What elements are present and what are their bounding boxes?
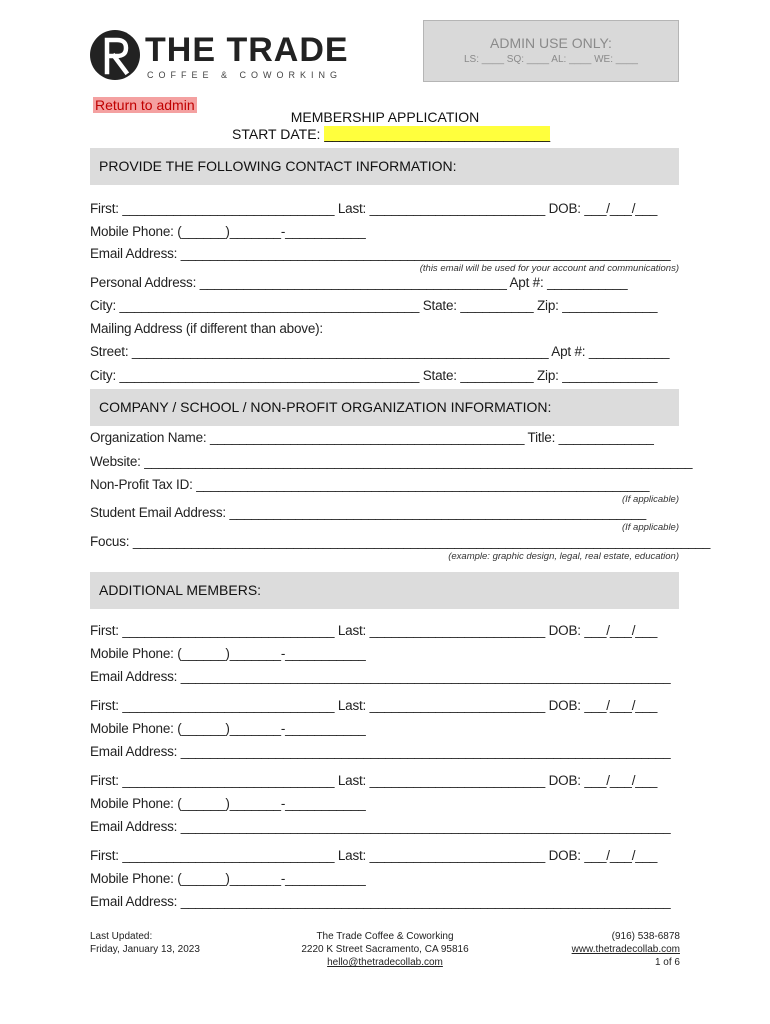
- tax-id-note: (If applicable): [621, 494, 679, 505]
- tax-id-row[interactable]: Non-Profit Tax ID: ______________________________________________________________: [90, 477, 650, 492]
- contact-address-row[interactable]: Personal Address: __________________________________________ Apt #: ___________: [90, 275, 628, 290]
- focus-row[interactable]: Focus: _______________________________________________________________________________: [90, 534, 711, 549]
- page-title: MEMBERSHIP APPLICATION: [290, 109, 480, 125]
- logo: [90, 30, 349, 82]
- contact-email-note: (this email will be used for your account and communications): [419, 263, 679, 274]
- member-1-name-row[interactable]: First: _____________________________ Last: ________________________ DOB: ___/___/___: [90, 623, 658, 638]
- member-2-mobile-row[interactable]: Mobile Phone: (______)_______-___________: [90, 721, 366, 736]
- start-date: [232, 126, 550, 142]
- admin-title: ADMIN USE ONLY:: [490, 35, 612, 51]
- organization-name-row[interactable]: Organization Name: ___________________________________________ Title: _____________: [90, 430, 654, 445]
- member-1-mobile-row[interactable]: Mobile Phone: (______)_______-___________: [90, 646, 366, 661]
- footer-website-link[interactable]: www.thetradecollab.com: [571, 944, 680, 955]
- section-members-header: ADDITIONAL MEMBERS:: [90, 572, 679, 609]
- member-3-name-row[interactable]: First: _____________________________ Last: ________________________ DOB: ___/___/___: [90, 773, 658, 788]
- member-3-mobile-row[interactable]: Mobile Phone: (______)_______-___________: [90, 796, 366, 811]
- footer-updated-date: Friday, January 13, 2023: [90, 944, 200, 955]
- member-1-email-row[interactable]: Email Address: ___________________________________________________________________: [90, 669, 671, 684]
- mailing-address-label: Mailing Address (if different than above):: [90, 321, 323, 336]
- start-date-label: START DATE:: [232, 126, 321, 142]
- return-to-admin-link[interactable]: Return to admin: [95, 97, 195, 113]
- member-3-email-row[interactable]: Email Address: ___________________________________________________________________: [90, 819, 671, 834]
- footer-address: 2220 K Street Sacramento, CA 95816: [301, 944, 469, 955]
- footer-updated-label: Last Updated:: [90, 931, 153, 942]
- focus-note: (example: graphic design, legal, real estate, education): [448, 551, 679, 562]
- website-row[interactable]: Website: ___________________________________________________________________________: [90, 454, 693, 469]
- logo-mark-icon: [90, 30, 140, 80]
- footer-company-name: The Trade Coffee & Coworking: [316, 931, 454, 942]
- member-4-name-row[interactable]: First: _____________________________ Last: ________________________ DOB: ___/___/___: [90, 848, 658, 863]
- member-4-email-row[interactable]: Email Address: ___________________________________________________________________: [90, 894, 671, 909]
- start-date-field[interactable]: _____________________________: [324, 126, 551, 142]
- member-2-name-row[interactable]: First: _____________________________ Last: ________________________ DOB: ___/___/___: [90, 698, 658, 713]
- admin-use-box: [423, 20, 679, 82]
- footer-email-link[interactable]: hello@thetradecollab.com: [327, 957, 443, 968]
- contact-email-row[interactable]: Email Address: ___________________________________________________________________: [90, 246, 671, 261]
- contact-mobile-row[interactable]: Mobile Phone: (______)_______-___________: [90, 224, 366, 239]
- logo-subtitle: COFFEE & COWORKING: [147, 70, 343, 80]
- footer-contact: [572, 930, 680, 969]
- admin-fields: LS: ____ SQ: ____ AL: ____ WE: ____: [463, 54, 638, 65]
- mailing-city-row[interactable]: City: _________________________________________ State: __________ Zip: _____________: [90, 368, 658, 383]
- mailing-street-row[interactable]: Street: _________________________________________________________ Apt #: ___________: [90, 344, 670, 359]
- student-email-note: (If applicable): [621, 522, 679, 533]
- section-contact-header: PROVIDE THE FOLLOWING CONTACT INFORMATION:: [90, 148, 679, 185]
- logo-name: THE TRADE: [145, 31, 349, 69]
- footer-phone: (916) 538-6878: [611, 931, 680, 942]
- contact-city-row[interactable]: City: _________________________________________ State: __________ Zip: _____________: [90, 298, 658, 313]
- section-company-header: COMPANY / SCHOOL / NON-PROFIT ORGANIZATION INFORMATION:: [90, 389, 679, 426]
- footer-page-number: 1 of 6: [654, 957, 680, 968]
- member-2-email-row[interactable]: Email Address: ___________________________________________________________________: [90, 744, 671, 759]
- member-4-mobile-row[interactable]: Mobile Phone: (______)_______-___________: [90, 871, 366, 886]
- student-email-row[interactable]: Student Email Address: _________________________________________________________: [90, 505, 647, 520]
- contact-name-row[interactable]: First: _____________________________ Last: ________________________ DOB: ___/___/___: [90, 201, 658, 216]
